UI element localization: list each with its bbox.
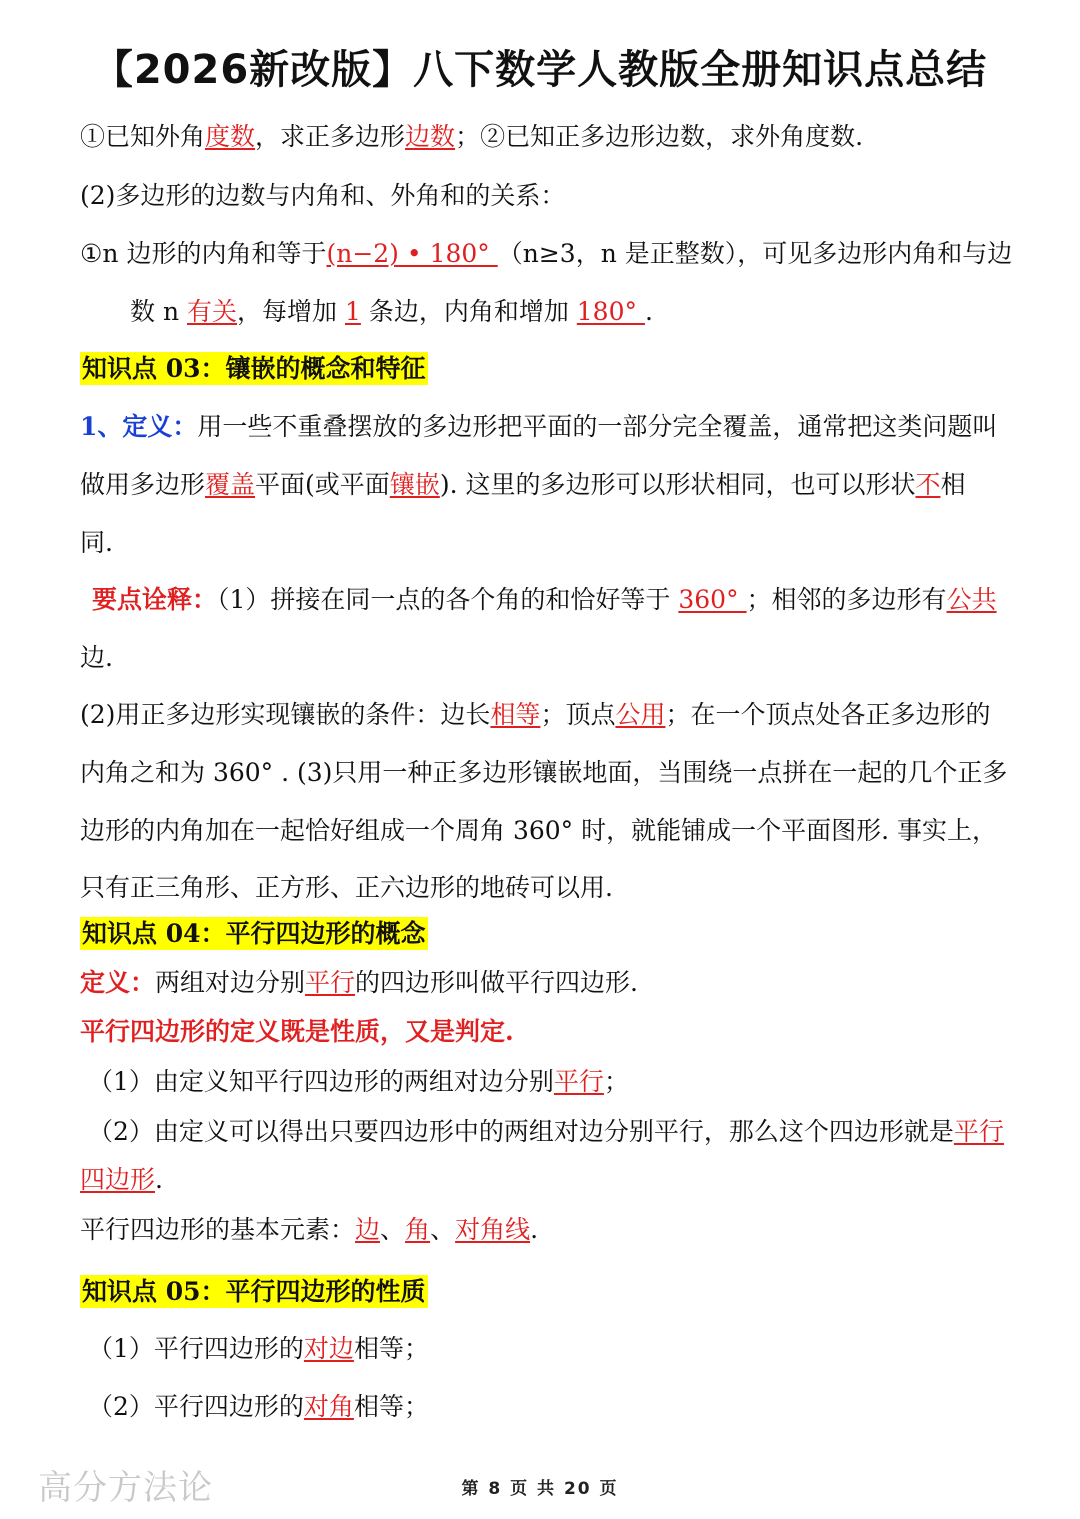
text-line: 平行四边形的基本元素：边、角、对角线.: [80, 1215, 539, 1244]
answer-blank: 边: [355, 1215, 381, 1244]
answer-blank: 四边形: [80, 1165, 156, 1194]
text-line: （2）平行四边形的对角相等；: [88, 1392, 429, 1421]
answer-blank: 360°: [678, 585, 747, 614]
text-line: 1、定义：用一些不重叠摆放的多边形把平面的一部分完全覆盖，通常把这类问题叫: [80, 412, 998, 441]
answer-blank: 对边: [303, 1334, 354, 1363]
section-heading: [80, 1275, 1004, 1309]
page-title: 【2026新改版】八下数学人教版全册知识点总结: [92, 47, 988, 93]
definition-label: 1、定义：: [80, 412, 198, 441]
knowledge-point-03-heading: 知识点 03：镶嵌的概念和特征: [82, 354, 426, 383]
text-line: 数 n 有关，每增加 1 条边，内角和增加 180° .: [130, 297, 653, 326]
text-line: ①已知外角度数，求正多边形边数；②已知正多边形边数，求外角度数.: [80, 122, 864, 151]
answer-blank: 角: [405, 1215, 431, 1244]
text-line: （2）由定义可以得出只要四边形中的两组对边分别平行，那么这个四边形就是平行: [88, 1117, 1004, 1146]
text-line: (2)多边形的边数与内角和、外角和的关系：: [80, 181, 566, 210]
emphasis-note: 平行四边形的定义既是性质，又是判定.: [80, 1017, 514, 1046]
answer-blank: 公用: [615, 700, 666, 729]
text-line: 要点诠释：（1）拼接在同一点的各个角的和恰好等于 360° ；相邻的多边形有公共: [92, 585, 997, 614]
answer-blank: 覆盖: [205, 470, 256, 499]
answer-blank: 边数: [405, 122, 456, 151]
answer-blank: 平行: [553, 1067, 604, 1096]
answer-blank: (n−2) • 180°: [326, 239, 498, 268]
text-line: (2)用正多边形实现镶嵌的条件：边长相等；顶点公用；在一个顶点处各正多边形的: [80, 700, 991, 729]
knowledge-point-04-heading: 知识点 04：平行四边形的概念: [82, 919, 426, 948]
answer-blank: 有关: [187, 297, 238, 326]
answer-blank: 平行: [305, 968, 356, 997]
text-line: 做用多边形覆盖平面(或平面镶嵌). 这里的多边形可以形状相同，也可以形状不相: [80, 470, 966, 499]
text-line: 边.: [80, 643, 113, 672]
watermark: 高分方法论: [38, 1468, 213, 1508]
knowledge-point-05-heading: 知识点 05：平行四边形的性质: [82, 1277, 426, 1306]
answer-blank: 镶嵌: [389, 470, 440, 499]
text-line: （1）平行四边形的对边相等；: [88, 1334, 429, 1363]
section-heading: [80, 352, 1004, 386]
answer-blank: 对角线: [455, 1215, 531, 1244]
text-line: [80, 1015, 1004, 1049]
text-line: （1）由定义知平行四边形的两组对边分别平行；: [88, 1067, 629, 1096]
text-line: 内角之和为 360° . (3)只用一种正多边形镶嵌地面，当围绕一点拼在一起的几个正多: [80, 758, 1008, 787]
text-line: 只有正三角形、正方形、正六边形的地砖可以用.: [80, 873, 613, 902]
text-line: 同.: [80, 528, 113, 557]
text-line: 定义：两组对边分别平行的四边形叫做平行四边形.: [80, 968, 638, 997]
key-note-label: 要点诠释：: [92, 585, 218, 614]
page-number: 第 8 页 共 20 页: [461, 1479, 619, 1499]
text-line: 边形的内角加在一起恰好组成一个周角 360° 时，就能铺成一个平面图形. 事实上，: [80, 816, 998, 845]
answer-blank: 不: [915, 470, 941, 499]
answer-blank: 对角: [303, 1392, 354, 1421]
text-line: ①n 边形的内角和等于(n−2) • 180° （n≥3，n 是正整数），可见多边形内角和与边: [80, 239, 1013, 268]
text-line: 四边形.: [80, 1165, 163, 1194]
answer-blank: 平行: [953, 1117, 1004, 1146]
answer-blank: 公共: [946, 585, 997, 614]
section-heading: [80, 917, 1004, 951]
answer-blank: 180°: [576, 297, 645, 326]
answer-blank: 1: [344, 297, 361, 326]
answer-blank: 相等: [490, 700, 541, 729]
answer-blank: 度数: [205, 122, 256, 151]
definition-label: 定义：: [80, 968, 156, 997]
